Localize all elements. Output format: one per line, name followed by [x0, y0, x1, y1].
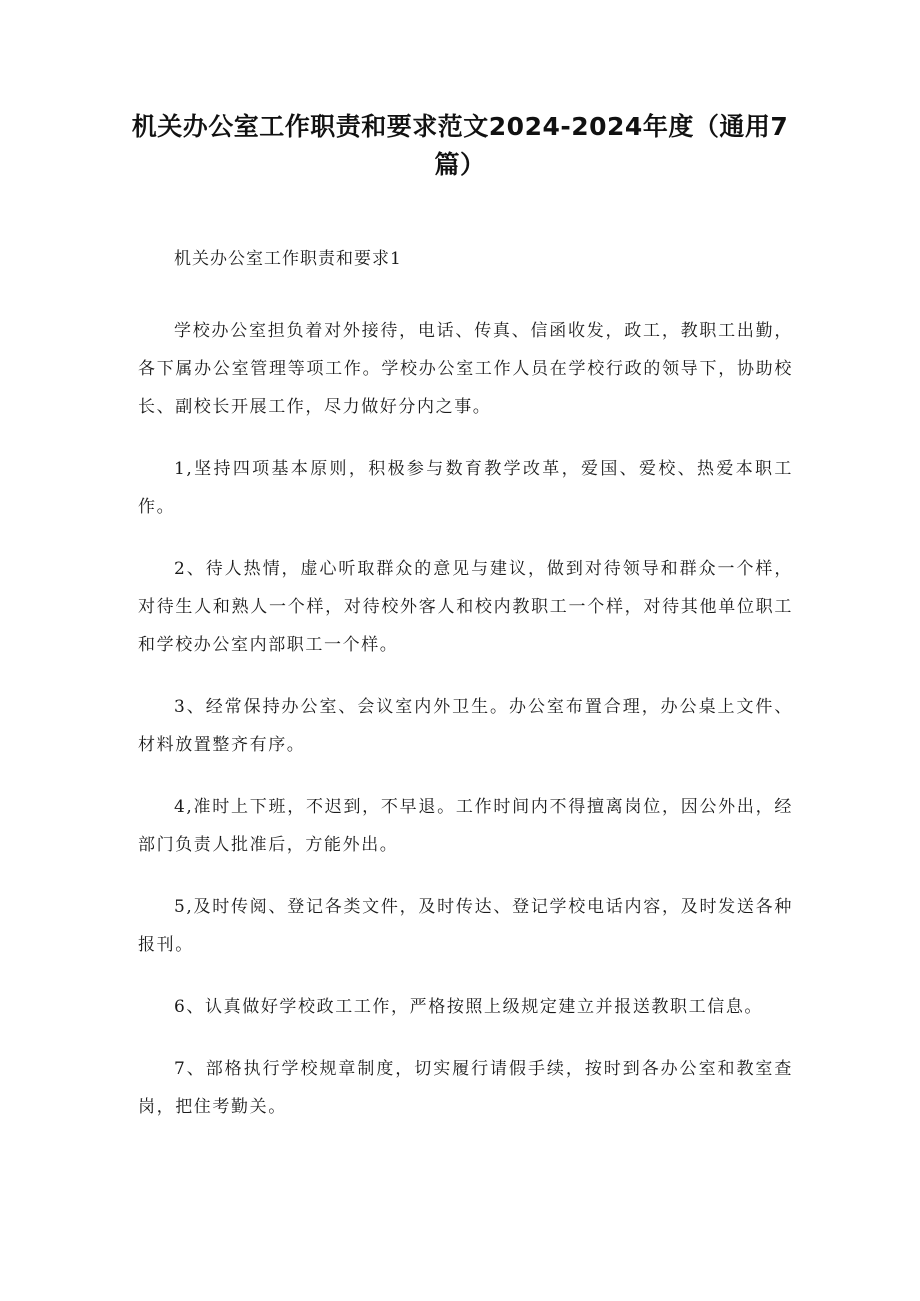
- paragraph-item-3: 3、经常保持办公室、会议室内外卫生。办公室布置合理，办公桌上文件、材料放置整齐有序。: [138, 697, 793, 755]
- paragraph-item-6: 6、认真做好学校政工工作，严格按照上级规定建立并报送教职工信息。: [174, 997, 764, 1017]
- paragraph-item-2: 2、待人热情，虚心听取群众的意见与建议，做到对待领导和群众一个样，对待生人和熟人一个样，对待校外客人和校内教职工一个样，对待其他单位职工和学校办公室内部职工一个样。: [138, 559, 793, 655]
- paragraph-item-4: 4,准时上下班，不迟到，不早退。工作时间内不得擅离岗位，因公外出，经部门负责人批准后，方能外出。: [138, 797, 793, 855]
- document-body: [138, 244, 793, 1150]
- paragraph-item-7: 7、部格执行学校规章制度，切实履行请假手续，按时到各办公室和教室查岗，把住考勤关。: [138, 1059, 793, 1117]
- paragraph-intro: 学校办公室担负着对外接待，电话、传真、信函收发，政工，教职工出勤，各下属办公室管理等项工作。学校办公室工作人员在学校行政的领导下，协助校长、副校长开展工作，尽力做好分内之事。: [138, 321, 793, 417]
- document-title: 机关办公室工作职责和要求范文2024-2024年度（通用7篇）: [131, 112, 789, 179]
- paragraph-item-1: 1,坚持四项基本原则，积极参与数育教学改革，爱国、爱校、热爱本职工作。: [138, 459, 793, 517]
- paragraph-item-5: 5,及时传阅、登记各类文件，及时传达、登记学校电话内容，及时发送各种报刊。: [138, 897, 793, 955]
- section-heading: 机关办公室工作职责和要求1: [174, 249, 402, 269]
